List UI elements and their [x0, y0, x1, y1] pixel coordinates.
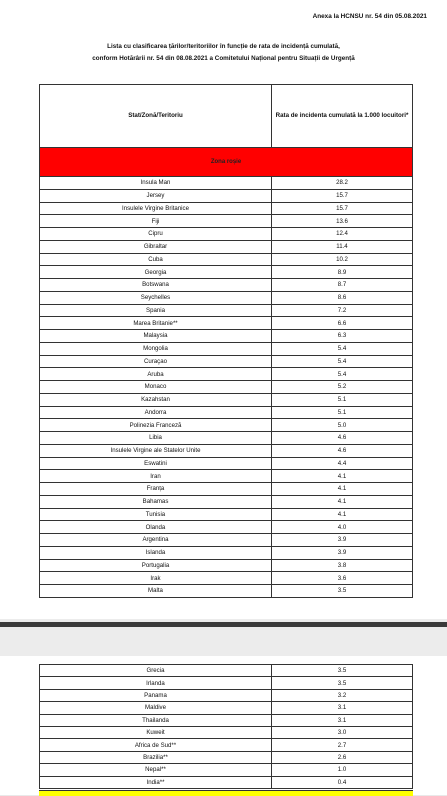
incidence-rate: 3.8	[272, 559, 413, 572]
table-row	[40, 572, 413, 585]
red-zone-label: Zona roșie	[40, 148, 413, 177]
table-row	[40, 266, 413, 279]
territory-name: Bahamas	[40, 495, 272, 508]
table-row	[40, 559, 413, 572]
incidence-rate: 3.9	[272, 534, 413, 547]
table-row	[40, 585, 413, 598]
table-body-page-2	[40, 665, 413, 789]
incidence-rate: 8.9	[272, 266, 413, 279]
territory-name: Georgia	[40, 266, 272, 279]
territory-name: Panama	[40, 689, 272, 701]
territory-name: Cipru	[40, 228, 272, 241]
table-row	[40, 470, 413, 483]
table-row	[40, 419, 413, 432]
incidence-rate: 6.6	[272, 317, 413, 330]
page-separator	[0, 622, 447, 627]
table-row	[40, 202, 413, 215]
incidence-rate: 12.4	[272, 228, 413, 241]
incidence-rate: 4.0	[272, 521, 413, 534]
incidence-rate: 4.1	[272, 508, 413, 521]
table-row	[40, 189, 413, 202]
territory-name: Gibraltar	[40, 240, 272, 253]
incidence-rate: 1.0	[272, 764, 413, 776]
table-row	[40, 279, 413, 292]
incidence-rate: 4.1	[272, 470, 413, 483]
incidence-rate: 2.6	[272, 751, 413, 763]
table-body-page-1	[40, 177, 413, 598]
table-row	[40, 317, 413, 330]
territory-name: Tunisia	[40, 508, 272, 521]
incidence-rate: 3.0	[272, 726, 413, 738]
territory-name: Iran	[40, 470, 272, 483]
table-row	[40, 764, 413, 776]
incidence-rate: 3.5	[272, 677, 413, 689]
territory-name: Cuba	[40, 253, 272, 266]
territory-name: India**	[40, 776, 272, 788]
table-row	[40, 751, 413, 763]
territory-name: Thailanda	[40, 714, 272, 726]
territory-name: Argentina	[40, 534, 272, 547]
table-row	[40, 508, 413, 521]
incidence-rate: 4.6	[272, 432, 413, 445]
territory-name: Kuweit	[40, 726, 272, 738]
table-row	[40, 240, 413, 253]
column-header-rate: Rata de incidenta cumulată la 1.000 locuitori*	[272, 85, 413, 148]
territory-name: Grecia	[40, 665, 272, 677]
table-row	[40, 776, 413, 788]
incidence-rate: 8.6	[272, 291, 413, 304]
territory-name: Aruba	[40, 368, 272, 381]
incidence-rate: 5.0	[272, 419, 413, 432]
incidence-rate: 5.4	[272, 355, 413, 368]
yellow-zone-row	[39, 790, 413, 796]
territory-name: Eswatini	[40, 457, 272, 470]
territory-name: Monaco	[40, 381, 272, 394]
table-row	[40, 665, 413, 677]
table-row	[40, 253, 413, 266]
incidence-rate: 3.1	[272, 714, 413, 726]
incidence-rate: 28.2	[272, 177, 413, 190]
table-row	[40, 702, 413, 714]
table-row	[40, 483, 413, 496]
table-row	[40, 215, 413, 228]
heading-line-2: conform Hotărârii nr. 54 din 08.08.2021 a Comitetului Național pentru Situații de Urgență	[92, 55, 355, 62]
territory-name: Insulele Virgine Britanice	[40, 202, 272, 215]
incidence-rate: 3.2	[272, 689, 413, 701]
column-header-territory: Stat/Zonă/Teritoriu	[40, 85, 272, 148]
table-row	[40, 381, 413, 394]
territory-name: Maldive	[40, 702, 272, 714]
incidence-rate: 3.5	[272, 585, 413, 598]
table-row	[40, 444, 413, 457]
incidence-rate: 10.2	[272, 253, 413, 266]
table-row	[40, 689, 413, 701]
incidence-rate: 6.3	[272, 330, 413, 343]
incidence-rate: 3.5	[272, 665, 413, 677]
territory-name: Andorra	[40, 406, 272, 419]
incidence-rate: 15.7	[272, 189, 413, 202]
table-row	[40, 739, 413, 751]
territory-name: Olanda	[40, 521, 272, 534]
table-row	[40, 342, 413, 355]
territory-name: Curaçao	[40, 355, 272, 368]
territory-name: Botswana	[40, 279, 272, 292]
table-header-row	[40, 85, 413, 148]
table-row	[40, 521, 413, 534]
incidence-rate: 13.6	[272, 215, 413, 228]
incidence-rate: 4.4	[272, 457, 413, 470]
territory-name: Malta	[40, 585, 272, 598]
incidence-rate: 2.7	[272, 739, 413, 751]
territory-name: Irlanda	[40, 677, 272, 689]
territory-name: Insulele Virgine ale Statelor Unite	[40, 444, 272, 457]
territory-name: Mongolia	[40, 342, 272, 355]
territory-name: Portugalia	[40, 559, 272, 572]
territory-name: Franța	[40, 483, 272, 496]
table-row	[40, 534, 413, 547]
table-row	[40, 393, 413, 406]
territory-name: Libia	[40, 432, 272, 445]
incidence-rate: 3.6	[272, 572, 413, 585]
table-row	[40, 291, 413, 304]
incidence-table-continued	[39, 664, 413, 789]
territory-name: Fiji	[40, 215, 272, 228]
territory-name: Polinezia Franceză	[40, 419, 272, 432]
territory-name: Kazahstan	[40, 393, 272, 406]
table-row	[40, 546, 413, 559]
incidence-rate: 5.1	[272, 393, 413, 406]
territory-name: Nepal**	[40, 764, 272, 776]
territory-name: Jersey	[40, 189, 272, 202]
table-row	[40, 714, 413, 726]
incidence-rate: 15.7	[272, 202, 413, 215]
table-row	[40, 304, 413, 317]
table-row	[40, 432, 413, 445]
territory-name: Seychelles	[40, 291, 272, 304]
table-row	[40, 330, 413, 343]
incidence-rate: 11.4	[272, 240, 413, 253]
red-zone-row	[40, 148, 413, 177]
table-row	[40, 406, 413, 419]
territory-name: Marea Britanie**	[40, 317, 272, 330]
incidence-rate: 5.4	[272, 342, 413, 355]
incidence-rate: 4.1	[272, 483, 413, 496]
incidence-table	[39, 84, 413, 598]
incidence-rate: 4.1	[272, 495, 413, 508]
table-row	[40, 495, 413, 508]
table-row	[40, 726, 413, 738]
incidence-rate: 0.4	[272, 776, 413, 788]
territory-name: Spania	[40, 304, 272, 317]
incidence-rate: 3.1	[272, 702, 413, 714]
incidence-rate: 5.4	[272, 368, 413, 381]
incidence-rate: 3.9	[272, 546, 413, 559]
table-row	[40, 228, 413, 241]
territory-name: Irak	[40, 572, 272, 585]
territory-name: Brazilia**	[40, 751, 272, 763]
incidence-rate: 5.2	[272, 381, 413, 394]
table-row	[40, 177, 413, 190]
incidence-rate: 8.7	[272, 279, 413, 292]
incidence-rate: 7.2	[272, 304, 413, 317]
territory-name: Insula Man	[40, 177, 272, 190]
table-row	[40, 677, 413, 689]
territory-name: Malaysia	[40, 330, 272, 343]
incidence-rate: 4.6	[272, 444, 413, 457]
table-row	[40, 457, 413, 470]
document-heading	[30, 41, 417, 65]
territory-name: Islanda	[40, 546, 272, 559]
annex-reference: Anexa la HCNSU nr. 54 din 05.08.2021	[312, 13, 427, 20]
incidence-rate: 5.1	[272, 406, 413, 419]
territory-name: Africa de Sud**	[40, 739, 272, 751]
heading-line-1: Lista cu clasificarea țărilor/teritoriilor în funcție de rata de incidență cumulată,	[107, 43, 340, 50]
table-row	[40, 368, 413, 381]
table-row	[40, 355, 413, 368]
